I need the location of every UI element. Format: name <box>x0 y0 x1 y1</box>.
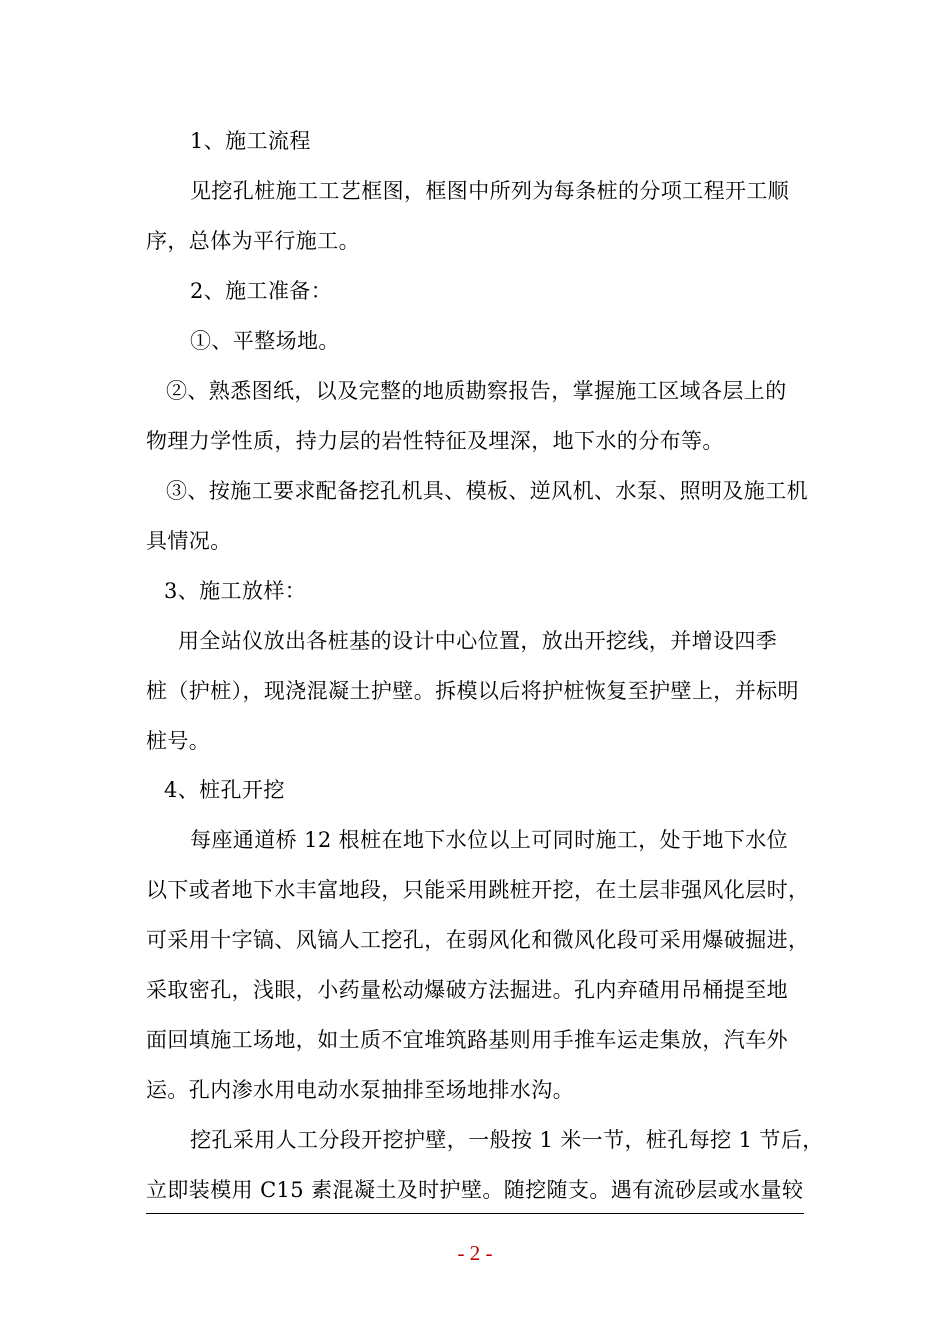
paragraph-line: 立即装模用 C15 素混凝土及时护壁。随挖随支。遇有流砂层或水量较 <box>146 1178 804 1202</box>
page-number: - 2 - <box>457 1241 493 1265</box>
paragraph-line: 运。孔内渗水用电动水泵抽排至场地排水沟。 <box>146 1078 574 1102</box>
paragraph-line: 桩号。 <box>146 729 211 753</box>
section-heading: 1、施工流程 <box>190 129 311 153</box>
paragraph-line: 见挖孔桩施工工艺框图，框图中所列为每条桩的分项工程开工顺 <box>190 179 790 203</box>
list-item: ③、按施工要求配备挖孔机具、模板、逆风机、水泵、照明及施工机 <box>166 479 808 503</box>
paragraph-line: 面回填施工场地，如土质不宜堆筑路基则用手推车运走集放，汽车外 <box>146 1028 788 1052</box>
paragraph-line: 具情况。 <box>146 529 232 553</box>
section-heading: 4、桩孔开挖 <box>164 778 285 802</box>
paragraph-line: 采取密孔，浅眼，小药量松动爆破方法掘进。孔内弃碴用吊桶提至地 <box>146 978 788 1002</box>
paragraph-line: 挖孔采用人工分段开挖护壁，一般按 1 米一节，桩孔每挖 1 节后， <box>190 1128 824 1152</box>
paragraph-line: 以下或者地下水丰富地段，只能采用跳桩开挖，在土层非强风化层时， <box>146 878 810 902</box>
paragraph-line: 物理力学性质，持力层的岩性特征及埋深，地下水的分布等。 <box>146 429 724 453</box>
paragraph-line: 桩（护桩），现浇混凝土护壁。拆模以后将护桩恢复至护壁上，并标明 <box>146 679 799 703</box>
paragraph-line: 用全站仪放出各桩基的设计中心位置，放出开挖线，并增设四季 <box>178 629 778 653</box>
list-item: ①、平整场地。 <box>190 329 340 353</box>
paragraph-line: 可采用十字镐、风镐人工挖孔，在弱风化和微风化段可采用爆破掘进， <box>146 928 810 952</box>
section-heading: 3、施工放样： <box>164 579 307 603</box>
footer-divider <box>146 1213 804 1214</box>
section-heading: 2、施工准备： <box>190 279 333 303</box>
paragraph-line: 每座通道桥 12 根桩在地下水位以上可同时施工，处于地下水位 <box>190 828 789 852</box>
list-item: ②、熟悉图纸，以及完整的地质勘察报告，掌握施工区域各层上的 <box>166 379 787 403</box>
paragraph-line: 序，总体为平行施工。 <box>146 229 360 253</box>
